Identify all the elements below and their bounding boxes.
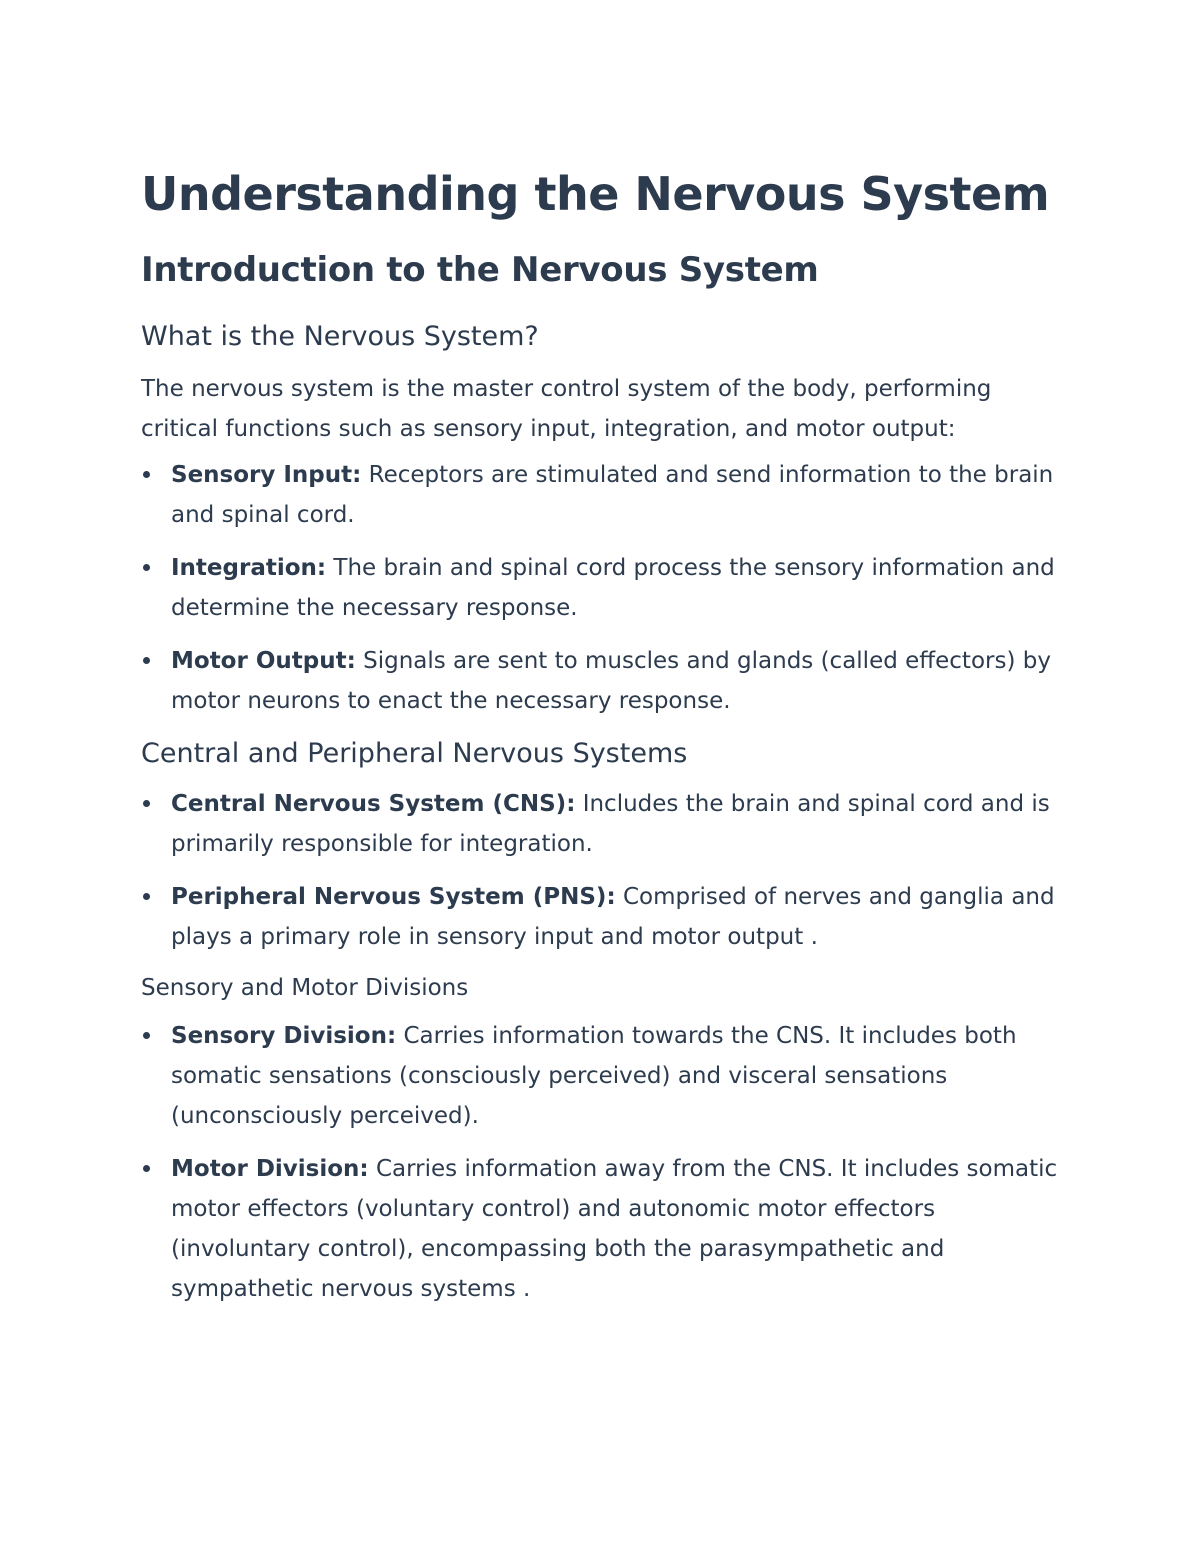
functions-list	[141, 455, 1066, 721]
list-item-text: The brain and spinal cord process the sensory information and determine the necessary response.	[171, 555, 1055, 621]
list-item-sensory-input	[141, 455, 1066, 535]
bullet-icon	[143, 471, 150, 478]
list-item-term: Integration:	[171, 555, 327, 581]
subsection-heading-what-is: What is the Nervous System?	[141, 321, 539, 352]
list-item-term: Sensory Division:	[171, 1023, 397, 1049]
list-item-integration	[141, 548, 1066, 628]
list-item-term: Central Nervous System (CNS):	[171, 791, 576, 817]
list-item-text: Includes the brain and spinal cord and is primarily responsible for integration.	[171, 791, 1050, 857]
list-item-text: Signals are sent to muscles and glands (called effectors) by motor neurons to enact the necessary response.	[171, 648, 1051, 714]
divisions-list	[141, 1016, 1066, 1309]
bullet-icon	[143, 1165, 150, 1172]
document-content	[141, 163, 1066, 1309]
section-heading: Introduction to the Nervous System	[141, 250, 819, 290]
bullet-icon	[143, 893, 150, 900]
bullet-icon	[143, 564, 150, 571]
bullet-icon	[143, 800, 150, 807]
intro-paragraph: The nervous system is the master control system of the body, performing critical functions such as sensory input, integration, and motor output:	[141, 376, 992, 442]
list-item-text: Receptors are stimulated and send information to the brain and spinal cord.	[171, 462, 1054, 528]
list-item-cns	[141, 784, 1066, 864]
bullet-icon	[143, 657, 150, 664]
list-item-term: Motor Output:	[171, 648, 356, 674]
list-item-pns	[141, 877, 1066, 957]
cns-pns-list	[141, 784, 1066, 957]
subsection-heading-divisions: Sensory and Motor Divisions	[141, 975, 469, 1001]
list-item-text: Comprised of nerves and ganglia and plays a primary role in sensory input and motor output .	[171, 884, 1055, 950]
list-item-text: Carries information towards the CNS. It includes both somatic sensations (consciously perceived) and visceral sensations (unconsciously perceived).	[171, 1023, 1017, 1129]
list-item-motor-output	[141, 641, 1066, 721]
list-item-term: Motor Division:	[171, 1156, 369, 1182]
bullet-icon	[143, 1032, 150, 1039]
page-title: Understanding the Nervous System	[141, 167, 1050, 221]
list-item-text: Carries information away from the CNS. It includes somatic motor effectors (voluntary control) and autonomic motor effectors (involuntary control), encompassing both the parasympathetic and sympathetic nervous systems .	[171, 1156, 1058, 1302]
subsection-heading-central-peripheral: Central and Peripheral Nervous Systems	[141, 738, 688, 769]
list-item-motor-division	[141, 1149, 1066, 1309]
list-item-sensory-division	[141, 1016, 1066, 1136]
list-item-term: Peripheral Nervous System (PNS):	[171, 884, 616, 910]
list-item-term: Sensory Input:	[171, 462, 362, 488]
